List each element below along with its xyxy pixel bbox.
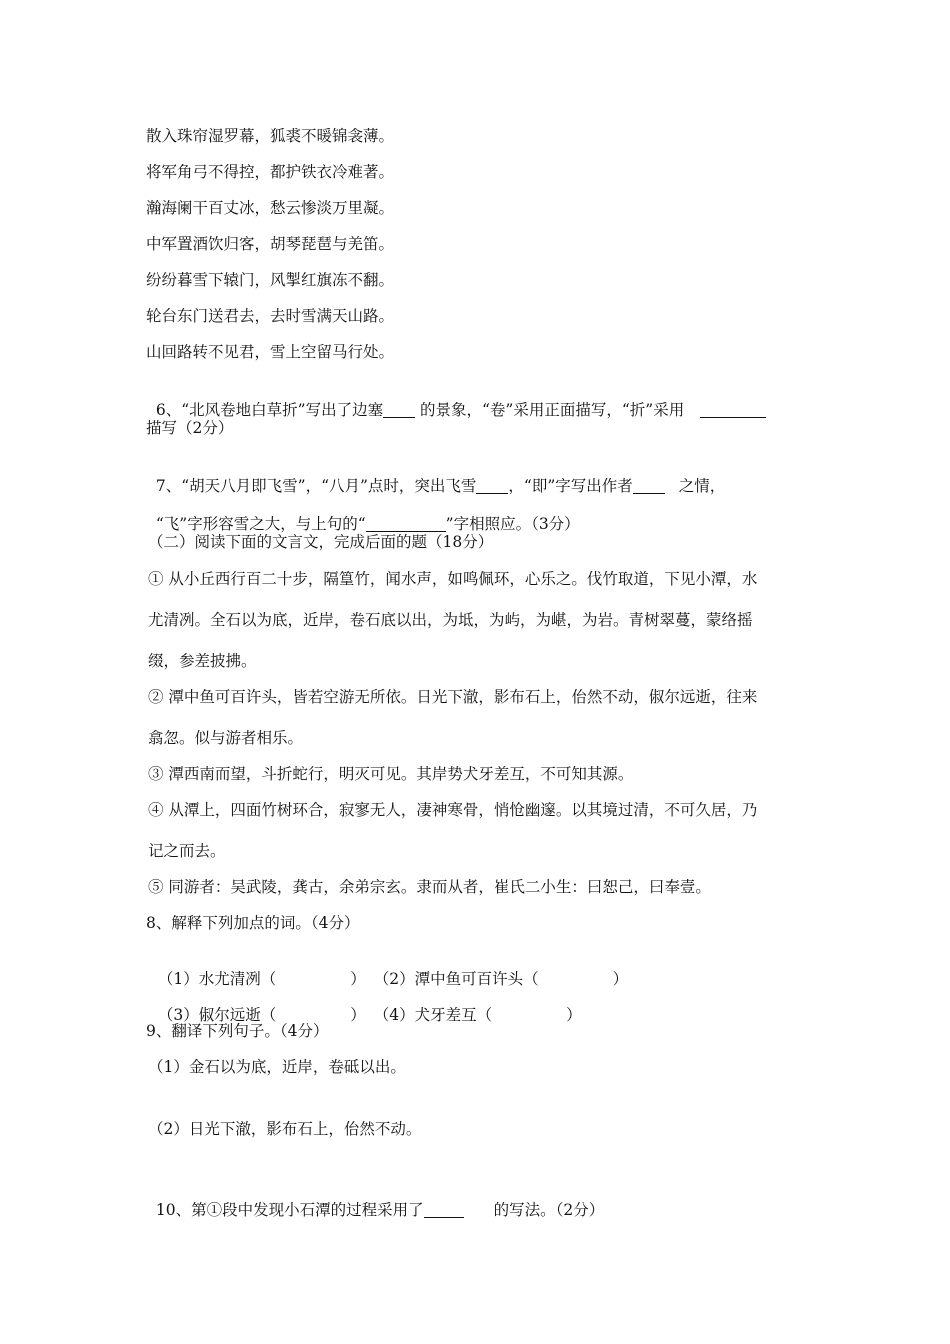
q8-item-2-close: ） [612, 970, 629, 988]
passage-p4-line-2: 记之而去。 [148, 842, 226, 860]
question-7-part-e: ”字相照应。（3分） [445, 515, 580, 533]
passage-p3: ③ 潭西南而望，斗折蛇行，明灭可见。其岸势犬牙差互，不可知其源。 [148, 765, 634, 783]
q8-item-2: （2）潭中鱼可百许头（ [373, 970, 539, 988]
question-8-title: 8、解释下列加点的词。（4分） [146, 914, 360, 932]
passage-p2-line-1: ② 潭中鱼可百许头，皆若空游无所依。日光下澈，影布石上，佁然不动，俶尔远逝，往来 [148, 688, 758, 706]
q8-item-3-close: ） [350, 1006, 366, 1024]
question-10-part-a: 10、第①段中发现小石潭的过程采用了 [155, 1201, 424, 1219]
answer-blank-6b[interactable] [700, 401, 766, 418]
poem-line-2: 将军角弓不得控，都护铁衣冷难著。 [146, 163, 395, 181]
section-2-heading: （二）阅读下面的文言文，完成后面的题（18分） [148, 533, 494, 551]
passage-p1-line-3: 缀，参差披拂。 [148, 652, 257, 670]
answer-blank-10[interactable] [424, 1201, 464, 1218]
answer-blank-7a[interactable] [476, 477, 508, 494]
passage-p5: ⑤ 同游者：吴武陵，龚古，余弟宗玄。隶而从者，崔氏二小生：曰恕己，曰奉壹。 [148, 878, 711, 896]
question-10 [146, 1180, 604, 1220]
question-7-cont [146, 494, 580, 534]
question-6-part-a: 6、“北风卷地白草折”写出了边塞 [155, 401, 384, 419]
poem-line-1: 散入珠帘湿罗幕，狐裘不暖锦衾薄。 [146, 127, 395, 145]
question-8-row-2 [148, 985, 582, 1025]
poem-line-4: 中军置酒饮归客，胡琴琵琶与羌笛。 [146, 235, 395, 253]
question-7 [146, 456, 725, 496]
q8-item-3: （3）俶尔远逝（ [157, 1006, 277, 1024]
q8-item-1: （1）水尤清冽（ [157, 970, 277, 988]
question-7-part-d: “飞”字形容雪之大，与上句的“ [155, 515, 366, 533]
poem-line-6: 轮台东门送君去，去时雪满天山路。 [146, 307, 395, 325]
question-7-part-b: ，“即”字写出作者 [508, 477, 633, 495]
poem-line-3: 瀚海阑干百丈冰，愁云惨淡万里凝。 [146, 199, 395, 217]
answer-blank-6a[interactable] [383, 401, 415, 418]
question-7-part-a: 7、“胡天八月即飞雪”，“八月”点时，突出飞雪 [155, 477, 477, 495]
passage-p2-line-2: 翕忽。似与游者相乐。 [148, 729, 304, 747]
question-6 [146, 380, 766, 420]
question-6-cont: 描写（2分） [146, 419, 234, 437]
question-6-part-b: 的景象，“卷”采用正面描写，“折”采用 [415, 401, 685, 419]
question-7-part-c: 之情， [678, 477, 726, 495]
q8-item-4-close: ） [566, 1006, 582, 1024]
poem-line-5: 纷纷暮雪下辕门，风掣红旗冻不翻。 [146, 271, 395, 289]
question-10-part-b: 的写法。（2分） [493, 1201, 605, 1219]
passage-p1-line-1: ① 从小丘西行百二十步，隔篁竹，闻水声，如鸣佩环，心乐之。伐竹取道，下见小潭，水 [148, 570, 758, 588]
q8-item-4: （4）犬牙差互（ [373, 1006, 493, 1024]
question-8-row-1 [148, 949, 628, 989]
answer-blank-7b[interactable] [633, 477, 665, 494]
question-9-sentence-2: （2）日光下澈，影布石上，佁然不动。 [148, 1120, 422, 1138]
passage-p4-line-1: ④ 从潭上，四面竹树环合，寂寥无人，凄神寒骨，悄怆幽邃。以其境过清，不可久居，乃 [148, 801, 758, 819]
question-9-sentence-1: （1）金石以为底，近岸，卷砥以出。 [148, 1058, 406, 1076]
q8-item-1-close: ） [350, 970, 366, 988]
poem-line-7: 山回路转不见君，雪上空留马行处。 [146, 343, 395, 361]
answer-blank-7c[interactable] [366, 515, 446, 532]
passage-p1-line-2: 尤清冽。全石以为底，近岸，卷石底以出，为坻，为屿，为嵁，为岩。青树翠蔓，蒙络摇 [148, 611, 753, 629]
question-9-title: 9、翻译下列句子。（4分） [146, 1022, 329, 1040]
